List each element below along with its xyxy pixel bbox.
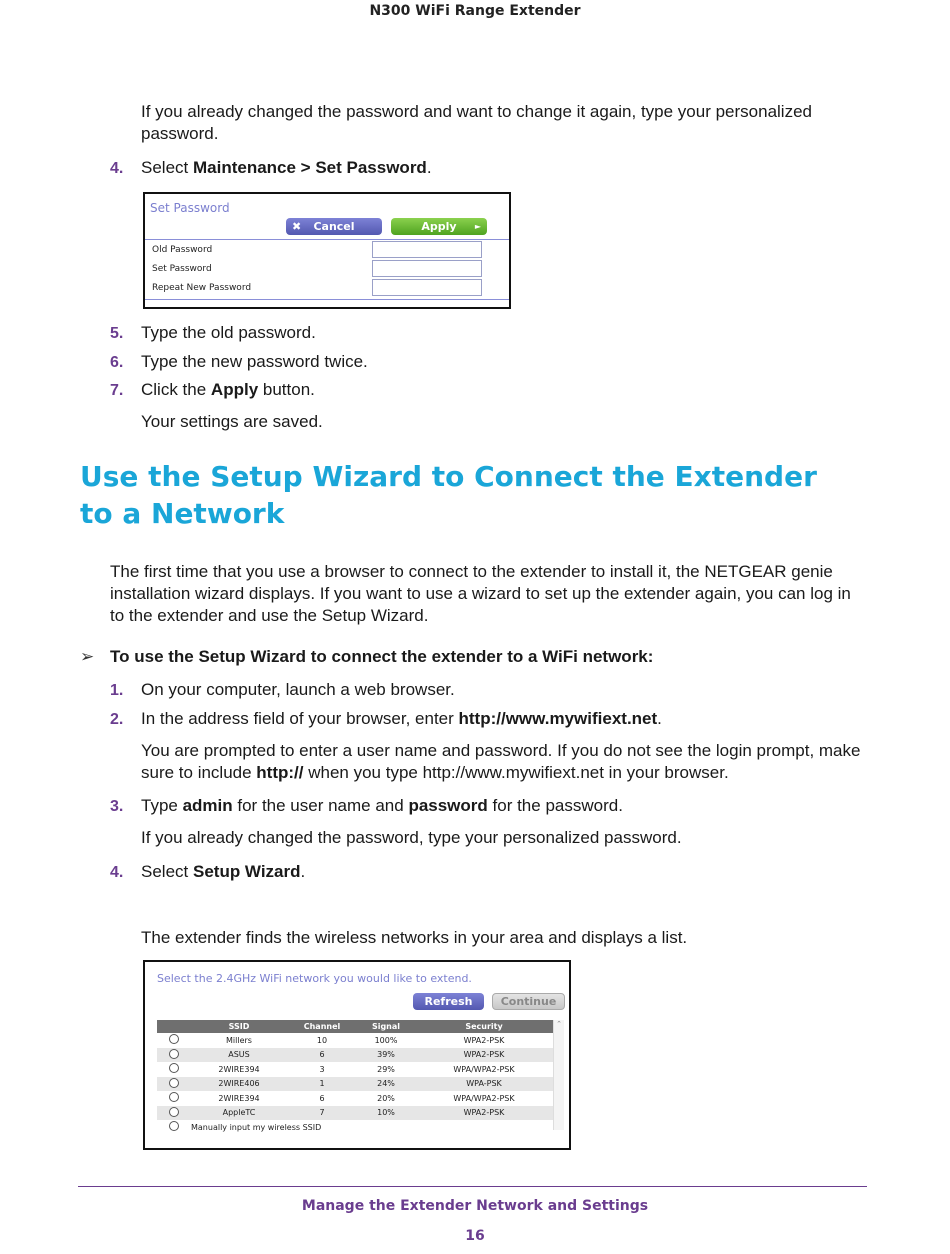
table-row[interactable]: AppleTC 7 10% WPA2-PSK <box>157 1106 553 1121</box>
repeat-password-input[interactable] <box>372 279 482 296</box>
step-text: Click the Apply button. <box>141 380 315 399</box>
repeat-password-label: Repeat New Password <box>152 283 252 293</box>
network-radio[interactable] <box>169 1063 179 1073</box>
network-radio[interactable] <box>169 1078 179 1088</box>
step-number: 7. <box>110 382 124 399</box>
wizard-step-2-note: You are prompted to enter a user name and password. If you do not see the login prompt, make sure to include http:// when you type http://www.mywifiext.net in your browser. <box>141 741 861 782</box>
step-number: 4. <box>110 864 124 881</box>
wizard-step-3-note: If you already changed the password, type your personalized password. <box>141 828 682 847</box>
procedure-heading: ➢ To use the Setup Wizard to connect the extender to a WiFi network: <box>80 647 654 666</box>
table-row[interactable]: 2WIRE394 6 20% WPA/WPA2-PSK <box>157 1091 553 1106</box>
step-number: 4. <box>110 160 124 177</box>
column-header-security: Security <box>415 1020 553 1033</box>
document-header: N300 WiFi Range Extender <box>369 3 581 19</box>
divider <box>145 239 509 240</box>
step-text: Select Setup Wizard. <box>141 862 306 881</box>
step-number: 6. <box>110 354 124 371</box>
old-password-input[interactable] <box>372 241 482 258</box>
footer-divider <box>78 1186 867 1187</box>
network-radio[interactable] <box>169 1034 179 1044</box>
step-text: Type the new password twice. <box>141 352 368 371</box>
old-password-label: Old Password <box>152 245 213 255</box>
step-4-maintenance <box>110 157 432 180</box>
step-text: In the address field of your browser, enter http://www.mywifiext.net. <box>141 709 662 728</box>
step-5 <box>110 322 316 345</box>
section-heading: Use the Setup Wizard to Connect the Extender to a Network <box>80 460 817 530</box>
network-screen-title: Select the 2.4GHz WiFi network you would like to extend. <box>157 972 472 985</box>
wizard-step-2 <box>110 708 662 731</box>
url-link: http://www.mywifiext.net <box>458 709 658 728</box>
manual-ssid-label: Manually input my wireless SSID <box>191 1122 322 1132</box>
radio-column-header <box>157 1020 191 1033</box>
step-6 <box>110 351 368 374</box>
step-text: On your computer, launch a web browser. <box>141 680 455 699</box>
refresh-button[interactable]: Refresh <box>413 993 484 1010</box>
network-radio[interactable] <box>169 1049 179 1059</box>
step-number: 2. <box>110 711 124 728</box>
set-password-screenshot <box>143 192 511 309</box>
close-icon: ✖ <box>292 220 302 233</box>
step-number: 3. <box>110 798 124 815</box>
step-number: 1. <box>110 682 124 699</box>
arrow-bullet-icon: ➢ <box>80 647 95 666</box>
table-header-row <box>157 1020 553 1033</box>
arrow-right-icon: ► <box>474 222 481 231</box>
page-number: 16 <box>465 1228 485 1244</box>
scroll-up-icon[interactable]: ⌃ <box>556 1021 562 1028</box>
scrollbar[interactable] <box>553 1020 564 1130</box>
apply-button[interactable]: Apply ► <box>391 218 487 235</box>
wizard-step-4 <box>110 861 306 884</box>
network-radio[interactable] <box>169 1092 179 1102</box>
step-7 <box>110 379 315 402</box>
network-table <box>157 1020 553 1135</box>
column-header-channel: Channel <box>287 1020 357 1033</box>
top-paragraph: If you already changed the password and want to change it again, type your personalized password. <box>141 102 812 143</box>
step-text: Type admin for the user name and password for the password. <box>141 796 623 815</box>
continue-button[interactable]: Continue <box>492 993 565 1010</box>
column-header-signal: Signal <box>357 1020 415 1033</box>
step-number: 5. <box>110 325 124 342</box>
step-text: Select Maintenance > Set Password. <box>141 158 432 177</box>
set-password-label: Set Password <box>152 264 212 274</box>
divider <box>145 299 509 300</box>
set-password-title: Set Password <box>150 201 230 215</box>
network-radio[interactable] <box>169 1107 179 1117</box>
table-row[interactable]: Millers 10 100% WPA2-PSK <box>157 1033 553 1048</box>
set-password-input[interactable] <box>372 260 482 277</box>
wizard-step-3 <box>110 795 623 818</box>
column-header-ssid: SSID <box>191 1020 287 1033</box>
step-text: Type the old password. <box>141 323 316 342</box>
wizard-step-1 <box>110 679 455 702</box>
intro-paragraph: The first time that you use a browser to connect to the extender to install it, the NETGEAR genie installation wizard displays. If you want to use a wizard to set up the extender again, you can log in to the extender and use the Setup Wizard. <box>110 562 851 625</box>
manual-ssid-row[interactable] <box>157 1120 553 1135</box>
footer-section-title: Manage the Extender Network and Settings <box>301 1198 649 1214</box>
table-row[interactable]: ASUS 6 39% WPA2-PSK <box>157 1048 553 1063</box>
cancel-button[interactable]: ✖ Cancel <box>286 218 382 235</box>
saved-note: Your settings are saved. <box>141 412 323 431</box>
table-row[interactable]: 2WIRE406 1 24% WPA-PSK <box>157 1077 553 1092</box>
manual-ssid-radio[interactable] <box>169 1121 179 1131</box>
network-list-screenshot <box>143 960 571 1150</box>
table-row[interactable]: 2WIRE394 3 29% WPA/WPA2-PSK <box>157 1062 553 1077</box>
wizard-step-4-note: The extender finds the wireless networks in your area and displays a list. <box>141 928 688 947</box>
